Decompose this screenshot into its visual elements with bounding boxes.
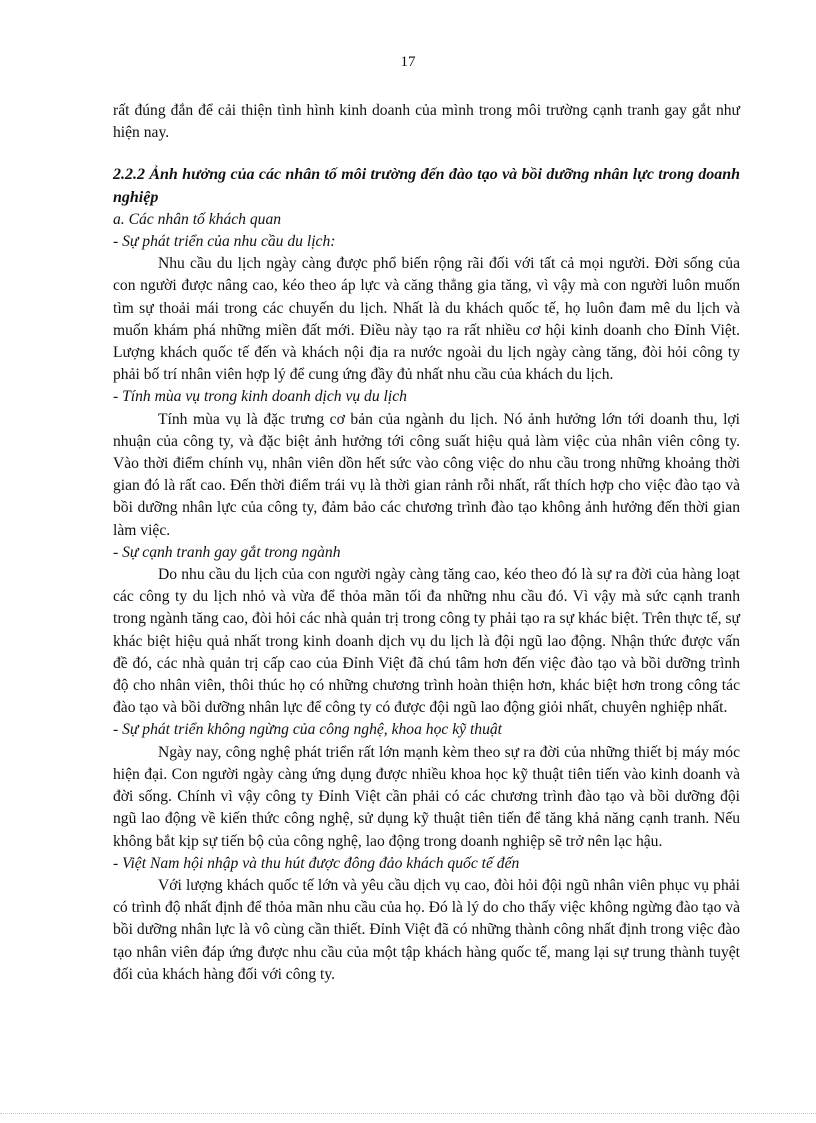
section-heading: 2.2.2 Ảnh hưởng của các nhân tố môi trường đến đào tạo và bồi dưỡng nhân lực trong doanh nghiệp — [113, 166, 740, 206]
item-2-body: Tính mùa vụ là đặc trưng cơ bản của ngành du lịch. Nó ảnh hưởng lớn tới doanh thu, lợi nhuận của công ty, và đặc biệt ảnh hưởng tới công suất hiệu quả làm việc của nhân viên công ty. Vào thời điểm chính vụ, nhân viên dồn hết sức vào công việc do nhu cầu trong những khoảng thời gian đó là rất cao. Đến thời điểm trái vụ là thời gian rảnh rỗi nhất, rất thích hợp cho việc đào tạo và bồi dưỡng nhân lực của công ty, đảm bảo các chương trình đào tạo không ảnh hưởng đến thời gian làm việc. — [113, 410, 740, 539]
item-3-body: Do nhu cầu du lịch của con người ngày càng tăng cao, kéo theo đó là sự ra đời của hàng loạt các công ty du lịch nhỏ và vừa để thỏa mãn tối đa những nhu cầu đó. Vì vậy mà sức cạnh tranh trong ngành tăng cao, đòi hỏi các nhà quản trị trong công ty phải tạo ra sự khác biệt. Trên thực tế, sự khác biệt hiệu quả nhất trong kinh doanh dịch vụ du lịch là đội ngũ lao động. Nhận thức được vấn đề đó, các nhà quản trị cấp cao của Đỉnh Việt đã chú tâm hơn đến việc đào tạo và bồi dưỡng trình độ cho nhân viên, thôi thúc họ có những chương trình hoàn thiện hơn, khác biệt hơn trong công tác đào tạo và bồi dưỡng nhân lực để công ty có được đội ngũ lao động giỏi nhất, chuyên nghiệp nhất. — [113, 566, 740, 717]
page-bottom-rule — [0, 1113, 816, 1114]
item-1-body: Nhu cầu du lịch ngày càng được phổ biến rộng rãi đối với tất cả mọi người. Đời sống của con người được nâng cao, kéo theo áp lực và căng thẳng gia tăng, vì vậy mà con người luôn muốn tìm sự thoải mái trong các chuyến du lịch. Nhất là du khách quốc tế, họ luôn đam mê du lịch và muốn khám phá những miền đất mới. Điều này tạo ra rất nhiều cơ hội kinh doanh cho Đỉnh Việt. Lượng khách quốc tế đến và khách nội địa ra nước ngoài du lịch ngày càng tăng, đòi hỏi công ty phải bố trí nhân viên hợp lý để cung ứng đầy đủ nhất nhu cầu của khách du lịch. — [113, 255, 740, 384]
subheading-a: a. Các nhân tố khách quan — [113, 210, 282, 228]
item-3-title: - Sự cạnh tranh gay gắt trong ngành — [113, 543, 341, 561]
item-5-body: Với lượng khách quốc tế lớn và yêu cầu dịch vụ cao, đòi hỏi đội ngũ nhân viên phục vụ phải có trình độ nhất định để thỏa mãn nhu cầu của họ. Đó là lý do cho thấy việc không ngừng đào tạo và bồi dưỡng nhân lực là vô cùng cần thiết. Đỉnh Việt đã có những thành công nhất định trong việc đào tạo nhân viên đáp ứng được nhu cầu của một tập khách hàng quốc tế, mang lại sự trung thành tuyệt đối của khách hàng đối với công ty. — [113, 876, 740, 983]
item-2-title: - Tính mùa vụ trong kinh doanh dịch vụ du lịch — [113, 388, 407, 406]
item-1-title: - Sự phát triển của nhu cầu du lịch: — [113, 233, 336, 251]
item-5-title: - Việt Nam hội nhập và thu hút được đông đảo khách quốc tế đến — [113, 854, 520, 872]
intro-paragraph: rất đúng đắn để cải thiện tình hình kinh doanh của mình trong môi trường cạnh tranh gay gắt như hiện nay. — [113, 102, 740, 142]
item-4-body: Ngày nay, công nghệ phát triển rất lớn mạnh kèm theo sự ra đời của những thiết bị máy móc hiện đại. Con người ngày càng ứng dụng được nhiều khoa học kỹ thuật tiên tiến vào kinh doanh và đời sống. Chính vì vậy công ty Đỉnh Việt cần phải có các chương trình đào tạo và bồi dưỡng đội ngũ lao động về kiến thức công nghệ, sử dụng kỹ thuật tiên tiến để tăng khả năng cạnh tranh. Nếu không bắt kịp sự tiến bộ của công nghệ, lao động trong doanh nghiệp sẽ trở nên lạc hậu. — [113, 743, 740, 850]
page-number: 17 — [400, 54, 416, 70]
document-body — [113, 100, 740, 986]
item-4-title: - Sự phát triển không ngừng của công nghệ, khoa học kỹ thuật — [113, 721, 503, 739]
